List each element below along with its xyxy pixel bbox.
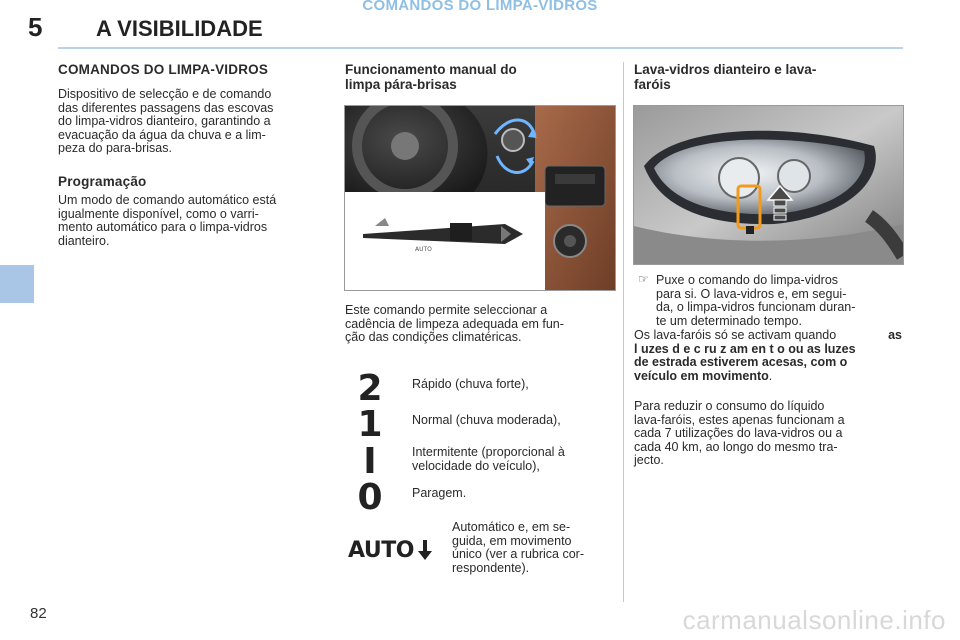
col3-bullet-text (656, 274, 902, 328)
text-line: lava-faróis, estes apenas funcionam a (634, 412, 845, 427)
text-line: ção das condições climatéricas. (345, 330, 522, 344)
text-line: mento automático para o limpa-vidros (58, 220, 268, 234)
text-line: dianteiro. (58, 233, 110, 248)
programming-text (58, 194, 326, 248)
text-line: Automático e, em se- (452, 520, 571, 534)
text-line: Para reduzir o consumo do líquido (634, 399, 825, 413)
text-line: Normal (chuva moderada), (412, 413, 561, 427)
header-rule (58, 47, 903, 49)
text-line: evacuação da água da chuva e a lim- (58, 127, 266, 142)
text-fragment: Os lava-faróis só se activam quando (634, 328, 837, 342)
position-0-label (412, 487, 615, 501)
text-line: te um determinado tempo. (656, 313, 802, 328)
watermark: carmanualsonline.info (682, 605, 946, 635)
text-line (634, 370, 902, 384)
col1-intro (58, 88, 326, 156)
text-line: para si. O lava-vidros e, em segui- (656, 286, 847, 301)
text-line: velocidade do veículo), (412, 458, 540, 473)
wiper-stalk-photo (344, 105, 616, 291)
position-0-icon: 0 (357, 477, 383, 518)
text-fragment-bold: veículo em movimento (634, 368, 769, 383)
text-line: l uzes d e c ru z am en t o ou as luzes (634, 341, 856, 356)
fluid-saving-text (634, 400, 902, 468)
svg-text:AUTO: AUTO (415, 246, 432, 253)
text-line: Rápido (chuva forte), (412, 377, 529, 391)
text-line: Dispositivo de selecção e de comando (58, 87, 272, 101)
position-1-icon: 1 (357, 404, 383, 445)
col2-heading (345, 62, 517, 92)
text-line: cada 7 utilizações do lava-vidros ou a (634, 426, 843, 440)
programming-heading: Programação (58, 174, 147, 189)
text-line: do limpa-vidros dianteiro, garantindo a (58, 114, 271, 128)
text-line: peza do para-brisas. (58, 141, 172, 155)
position-1-label (412, 414, 615, 428)
chapter-number: 5 (28, 12, 43, 42)
text-fragment-bold: as (888, 328, 902, 342)
pointing-hand-icon: ☞ (638, 272, 649, 286)
text-line: jecto. (634, 453, 664, 467)
position-2-icon: 2 (357, 368, 383, 409)
text-line: Este comando permite seleccionar a (345, 303, 548, 317)
position-2-label (412, 378, 615, 392)
col3-heading (634, 62, 816, 92)
text-line: Paragem. (412, 486, 467, 500)
column-divider (623, 62, 624, 602)
text-line (634, 329, 902, 343)
text-line: de estrada estiverem acesas, com o (634, 355, 848, 369)
text-line: respondente). (452, 560, 530, 575)
heading-line: Funcionamento manual do (345, 62, 517, 77)
section-title: COMANDOS DO LIMPA-VIDROS (362, 0, 598, 14)
auto-symbol: AUTO (348, 537, 414, 563)
auto-label (452, 521, 615, 575)
text-line: cadência de limpeza adequada em fun- (345, 316, 564, 331)
text-line: Puxe o comando do limpa-vidros (656, 273, 839, 287)
arrow-down-icon (418, 539, 432, 561)
headlamp-washer-photo (633, 105, 904, 265)
chapter-side-tab (0, 265, 34, 303)
text-fragment: . (768, 368, 773, 383)
heading-line: faróis (634, 77, 671, 92)
col2-description (345, 304, 615, 345)
text-line: guida, em movimento (452, 533, 572, 548)
text-line: Um modo de comando automático está (58, 193, 277, 207)
headlamp-condition-text (634, 329, 902, 383)
text-line: Intermitente (proporcional à (412, 445, 565, 459)
page-number: 82 (30, 605, 47, 622)
position-intermittent-label (412, 446, 615, 473)
heading-line: limpa pára-brisas (345, 77, 457, 92)
text-line: único (ver a rubrica cor- (452, 547, 584, 561)
text-line: das diferentes passagens das escovas (58, 100, 274, 115)
col1-heading: COMANDOS DO LIMPA-VIDROS (58, 62, 269, 77)
position-intermittent-icon: I (363, 441, 377, 482)
heading-line: Lava-vidros dianteiro e lava- (634, 62, 817, 77)
text-line: igualmente disponível, como o varri- (58, 206, 259, 221)
text-line: da, o limpa-vidros funcionam duran- (656, 300, 856, 314)
auto-icon (348, 537, 432, 563)
text-line: cada 40 km, ao longo do mesmo tra- (634, 439, 838, 454)
chapter-title: A VISIBILIDADE (96, 16, 263, 41)
